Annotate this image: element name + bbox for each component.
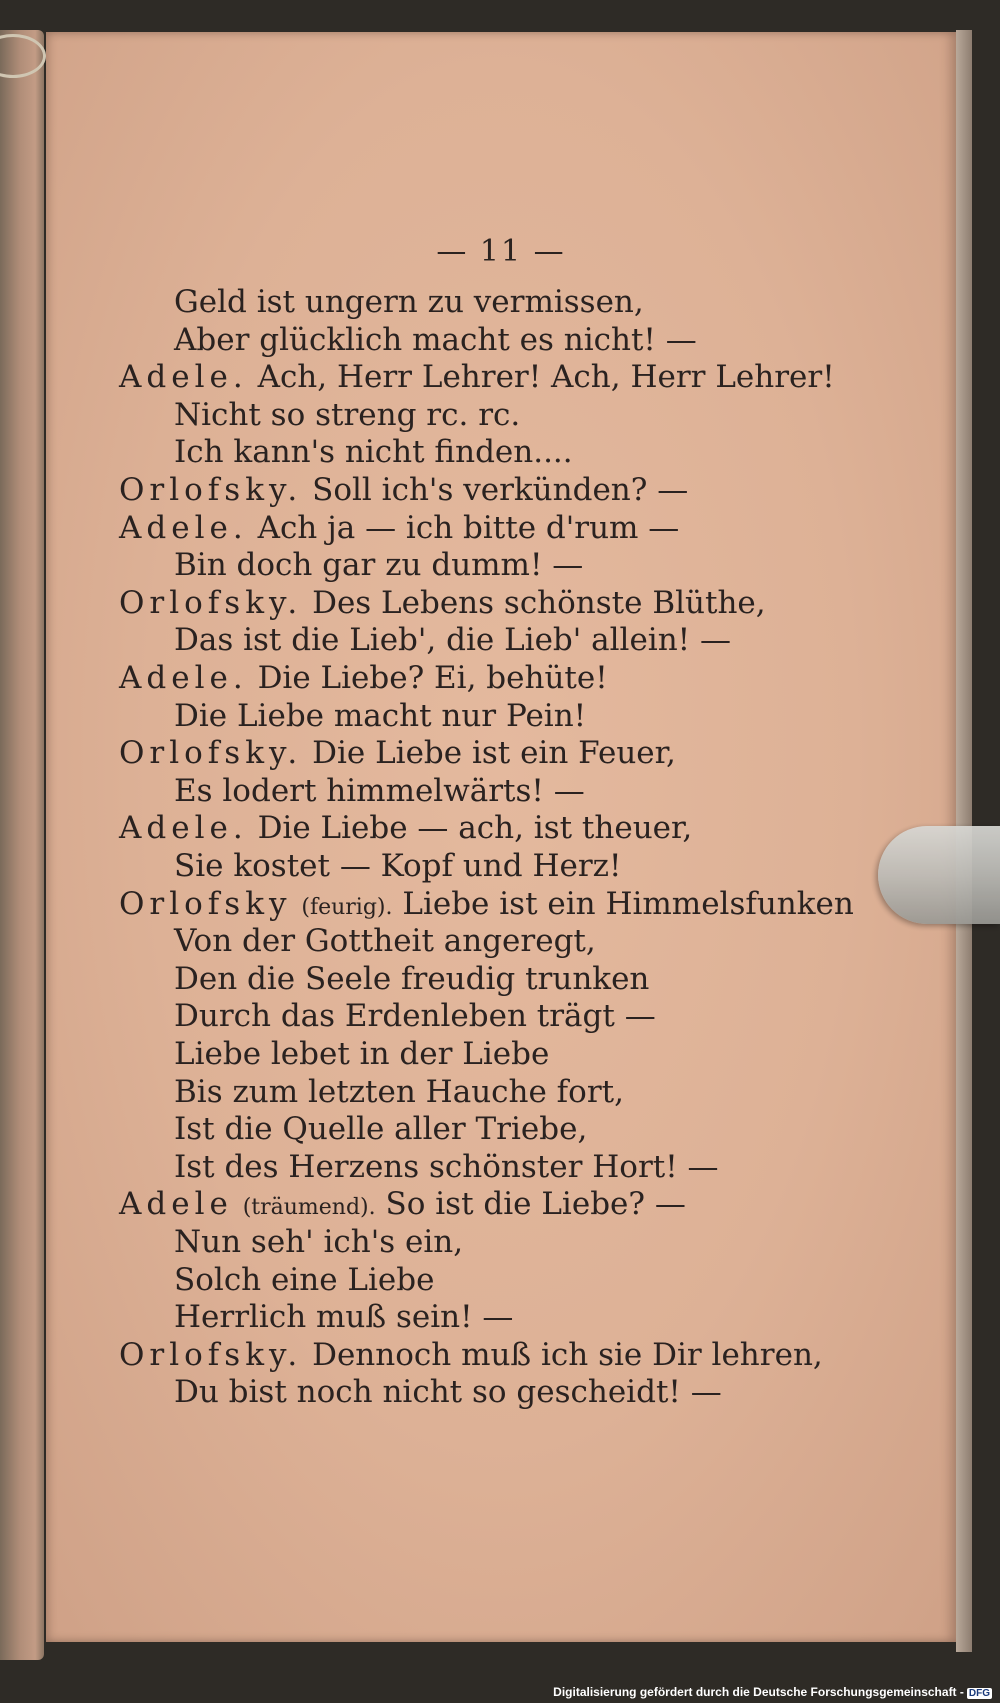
text-line xyxy=(174,622,731,658)
verse-text: Nun seh' ich's ein, xyxy=(174,1224,464,1260)
verse-text: Ist des Herzens schönster Hort! — xyxy=(174,1148,719,1185)
text-line xyxy=(119,1337,823,1373)
verse-text: Liebe lebet in der Liebe xyxy=(174,1036,550,1072)
verse-text: Aber glücklich macht es nicht! — xyxy=(174,321,697,358)
speaker-name: Adele. xyxy=(119,660,248,696)
text-line xyxy=(174,1111,587,1147)
text-line xyxy=(174,1074,624,1110)
text-line xyxy=(174,284,644,320)
text-line xyxy=(174,1149,719,1185)
verse-text: Bin doch gar zu dumm! — xyxy=(174,547,584,584)
text-line xyxy=(119,735,676,771)
text-line xyxy=(174,434,573,470)
verse-text: Geld ist ungern zu vermissen, xyxy=(174,284,644,320)
book-page xyxy=(46,32,956,1642)
speaker-name: Adele xyxy=(119,1186,233,1223)
speaker-name: Adele. xyxy=(119,810,248,847)
text-line xyxy=(119,472,688,508)
verse-text: Du bist noch nicht so gescheidt! — xyxy=(174,1374,722,1411)
stage-direction: (feurig). xyxy=(301,894,393,920)
verse-text: Die Liebe — ach, ist theuer, xyxy=(257,810,693,847)
credit-text: Digitalisierung gefördert durch die Deutsche Forschungsgemeinschaft - xyxy=(553,1685,964,1699)
text-line xyxy=(174,1299,513,1335)
dfg-logo: DFG xyxy=(968,1688,990,1699)
verse-text: Das ist die Lieb', die Lieb' allein! — xyxy=(174,622,731,659)
verse-text: Soll ich's verkünden? — xyxy=(312,472,689,508)
verse-text: Bis zum letzten Hauche fort, xyxy=(174,1073,624,1110)
verse-text: Es lodert himmelwärts! — xyxy=(174,772,585,809)
verse-text: So ist die Liebe? — xyxy=(385,1186,686,1223)
text-line xyxy=(174,1036,549,1072)
speaker-name: Adele. xyxy=(119,509,248,546)
text-line xyxy=(174,698,586,734)
verse-text: Nicht so streng rc. rc. xyxy=(174,396,521,433)
speaker-name: Orlofsky xyxy=(119,885,292,922)
speaker-name: Orlofsky. xyxy=(119,735,303,772)
text-line xyxy=(174,848,621,884)
verse-text: Durch das Erdenleben trägt — xyxy=(174,998,656,1035)
text-line xyxy=(119,660,608,696)
text-line xyxy=(119,585,766,621)
previous-page-edge xyxy=(0,30,44,1660)
verse-text: Solch eine Liebe xyxy=(174,1261,435,1298)
text-line xyxy=(174,547,583,583)
text-line xyxy=(174,998,656,1034)
text-line xyxy=(174,397,520,433)
verse-text: Die Liebe ist ein Feuer, xyxy=(312,735,676,772)
text-line xyxy=(174,773,585,809)
text-line xyxy=(119,886,854,926)
verse-text: Herrlich muß sein! — xyxy=(174,1299,514,1336)
verse-text: Den die Seele freudig trunken xyxy=(174,960,650,997)
verse-text: Von der Gottheit angeregt, xyxy=(174,923,596,960)
speaker-name: Orlofsky. xyxy=(119,472,303,508)
stage-direction: (träumend). xyxy=(242,1195,376,1221)
text-line xyxy=(174,1262,434,1298)
text-line xyxy=(119,510,679,546)
speaker-name: Orlofsky. xyxy=(119,1336,303,1373)
verse-text: Ach ja — ich bitte d'rum — xyxy=(257,509,680,546)
text-line xyxy=(174,1374,722,1410)
verse-text: Ich kann's nicht finden.... xyxy=(174,434,573,471)
text-line xyxy=(174,322,697,358)
verse-text: Ist die Quelle aller Triebe, xyxy=(174,1111,588,1148)
text-line xyxy=(174,1224,463,1260)
text-line xyxy=(174,923,596,959)
text-line xyxy=(119,1186,686,1226)
verse-text: Dennoch muß ich sie Dir lehren, xyxy=(312,1336,823,1373)
verse-text: Ach, Herr Lehrer! Ach, Herr Lehrer! xyxy=(257,359,835,396)
text-line xyxy=(174,961,649,997)
speaker-name: Adele. xyxy=(119,359,248,396)
digitization-credit xyxy=(553,1685,992,1699)
verse-text: Die Liebe? Ei, behüte! xyxy=(257,660,608,696)
speaker-name: Orlofsky. xyxy=(119,584,303,621)
verse-text: Des Lebens schönste Blüthe, xyxy=(312,584,766,621)
page-number: — 11 — xyxy=(436,234,566,269)
verse-text: Sie kostet — Kopf und Herz! xyxy=(174,848,622,884)
verse-text: Liebe ist ein Himmelsfunken xyxy=(402,885,854,922)
verse-text: Die Liebe macht nur Pein! xyxy=(174,697,587,734)
text-line xyxy=(119,810,692,846)
page-clip xyxy=(878,826,1000,924)
text-line xyxy=(119,359,835,395)
